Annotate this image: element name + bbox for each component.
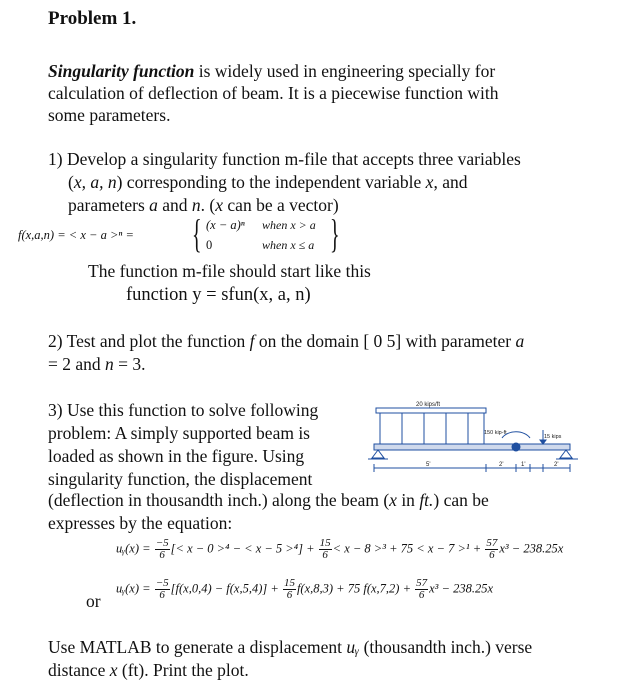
label-distributed-load: 20 kips/ft — [416, 402, 441, 408]
q3-line2: problem: A simply supported beam is — [48, 423, 310, 443]
intro-line1: is widely used in engineering specially for — [194, 61, 496, 81]
formula-lhs: f(x,a,n) = < x − a >ⁿ = — [18, 228, 134, 242]
q3-line6: expresses by the equation: — [48, 513, 233, 533]
distributed-load-arrows — [380, 413, 484, 444]
q2-line1: 2) Test and plot the function f on the domain [ 0 5] with parameter a — [48, 331, 525, 351]
label-dim1: 5' — [426, 462, 431, 468]
q1-line1: 1) Develop a singularity function m-file that accepts three variables — [48, 149, 521, 169]
label-dim2: 2' — [499, 462, 504, 468]
beam-body — [374, 444, 570, 450]
intro-line3: some parameters. — [48, 105, 171, 125]
right-support — [560, 450, 572, 458]
closing-line1: Use MATLAB to generate a displacement uᵧ (thousandth inch.) verse — [48, 637, 533, 657]
q3-line4: singularity function, the displacement — [48, 469, 313, 489]
left-support — [372, 450, 384, 458]
case1-condition: when x > a — [262, 218, 316, 232]
beam-figure — [368, 398, 582, 480]
q1-start-line: The function m-file should start like this — [88, 261, 371, 281]
point-load-head — [540, 440, 546, 444]
q1-line3: parameters a and n. (x can be a vector) — [68, 195, 339, 215]
beam-diagram — [368, 408, 578, 472]
equation-1: uᵧ(x) = $\frac{-5}{6}$ [< x − 0 >⁴ − < x − 5 >⁴] + $\frac{15}{6}$ < x − 8 >³ + 75 < x − 7 >¹ + $\frac{57}{6}$ x³ − 238.25x — [116, 537, 564, 561]
q2-line2: = 2 and n = 3. — [48, 354, 146, 374]
q3-line5: (deflection in thousandth inch.) along the beam (x in ft.) can be — [48, 490, 489, 510]
label-dim3: 1' — [521, 462, 526, 468]
or-label: or — [86, 591, 101, 611]
case1-value: (x − a)ⁿ — [206, 218, 245, 232]
q3-line1: 3) Use this function to solve following — [48, 400, 319, 420]
moment-point — [512, 443, 520, 451]
case2-value: 0 — [206, 238, 213, 252]
distributed-load-bar — [376, 408, 486, 413]
q3-line3: loaded as shown in the figure. Using — [48, 446, 305, 466]
right-brace: } — [330, 211, 340, 256]
label-dim4: 2' — [554, 462, 559, 468]
left-brace: { — [192, 211, 202, 256]
intro-paragraph — [48, 60, 498, 126]
intro-line2: calculation of deflection of beam. It is a piecewise function with — [48, 83, 499, 103]
q1-code-line: function y = sfun(x, a, n) — [126, 285, 311, 305]
label-moment: 150 kip-ft — [484, 430, 507, 436]
label-point-load: 15 kips — [544, 434, 562, 440]
equation-2: uᵧ(x) = $\frac{-5}{6}$ [f(x,0,4) − f(x,5,4)] + $\frac{15}{6}$ f(x,8,3) + 75 f(x,7,2) + $\frac{57}{6}$ x³ − 238.25x — [116, 577, 494, 601]
case2-condition: when x ≤ a — [262, 238, 315, 252]
problem-title: Problem 1. — [48, 8, 137, 29]
q1-line2: (x, a, n) corresponding to the independent variable x, and — [68, 172, 468, 192]
closing-line2: distance x (ft). Print the plot. — [48, 660, 249, 680]
intro-term: Singularity function — [48, 61, 195, 81]
